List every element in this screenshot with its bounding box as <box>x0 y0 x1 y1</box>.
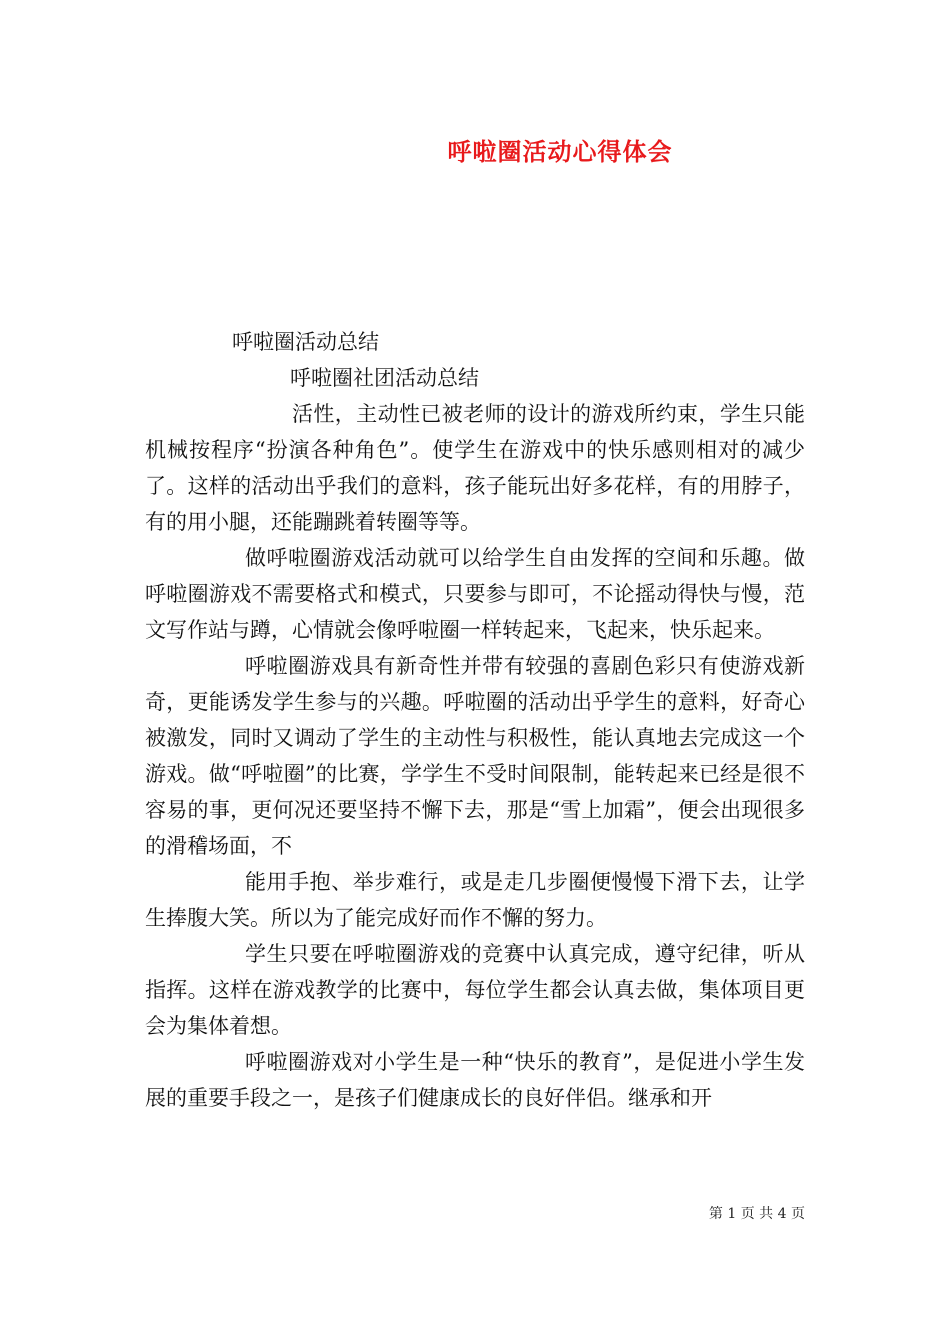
section-heading-activity-summary: 呼啦圈活动总结 <box>232 330 379 354</box>
paragraph-3: 呼啦圈游戏具有新奇性并带有较强的喜剧色彩只有使游戏新奇，更能诱发学生参与的兴趣。呼啦圈的活动出乎学生的意料，好奇心被激发，同时又调动了学生的主动性与积极性，能认真地去完成这一个游戏。做“呼啦圈”的比赛，学学生不受时间限制，能转起来已经是很不容易的事，更何况还要坚持不懈下去，那是“雪上加霜”，便会出现很多的滑稽场面，不 <box>145 654 805 858</box>
paragraph-5: 学生只要在呼啦圈游戏的竞赛中认真完成，遵守纪律，听从指挥。这样在游戏教学的比赛中，每位学生都会认真去做，集体项目更会为集体着想。 <box>145 942 805 1038</box>
document-title: 呼啦圈活动心得体会 <box>447 137 673 166</box>
section-heading-club-summary: 呼啦圈社团活动总结 <box>290 366 479 390</box>
page-number: 第 1 页 共 4 页 <box>708 1206 805 1222</box>
paragraph-4: 能用手抱、举步难行，或是走几步圈便慢慢下滑下去，让学生捧腹大笑。所以为了能完成好而作不懈的努力。 <box>145 870 805 930</box>
paragraph-1: 活性，主动性已被老师的设计的游戏所约束，学生只能机械按程序“扮演各种角色”。使学生在游戏中的快乐感则相对的减少了。这样的活动出乎我们的意料，孩子能玩出好多花样，有的用脖子，有的用小腿，还能蹦跳着转圈等等。 <box>145 402 805 534</box>
paragraph-6: 呼啦圈游戏对小学生是一种“快乐的教育”，是促进小学生发展的重要手段之一，是孩子们健康成长的良好伴侣。继承和开 <box>145 1050 805 1110</box>
paragraph-2: 做呼啦圈游戏活动就可以给学生自由发挥的空间和乐趣。做呼啦圈游戏不需要格式和模式，只要参与即可，不论摇动得快与慢，范文写作站与蹲，心情就会像呼啦圈一样转起来，飞起来，快乐起来。 <box>145 546 805 642</box>
document-body <box>145 396 805 1116</box>
